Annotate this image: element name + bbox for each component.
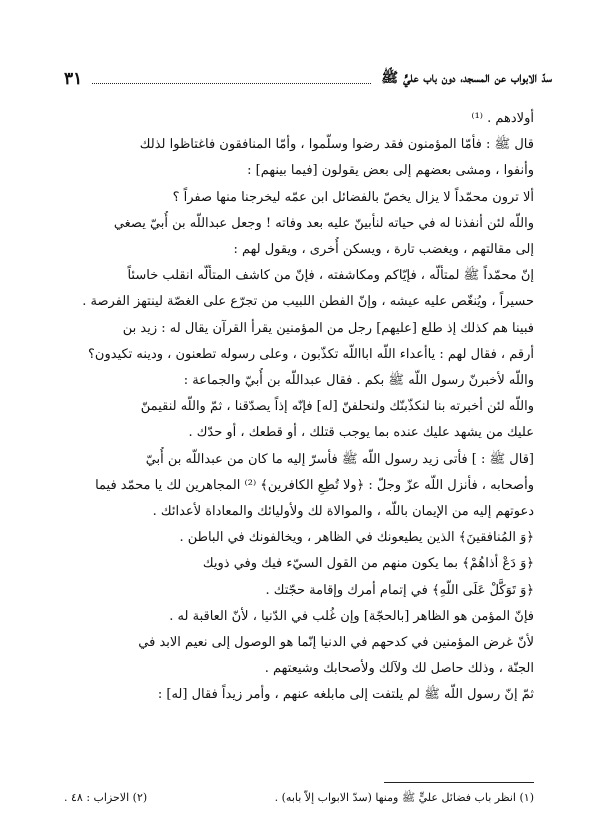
text-line: واللّه لأخبرنّ رسول اللّه ﷺ بكم . فقال عبداللّه بن أُبيّ والجماعة :	[183, 373, 534, 389]
text-line: ﴿وَ تَوَكَّلْ عَلَى اللّهِ﴾ في إتمام أمرك وإقامة حجّتك .	[265, 582, 534, 598]
text-line: ألا ترون محمّداً لا يزال يخصّ بالفضائل ابن عمّه ليخرجنا منها صفراً ؟	[172, 189, 534, 205]
text-line: الجنّة ، وذلك حاصل لك ولآلك ولأصحابك وشيعتهم .	[264, 661, 534, 677]
footnotes	[64, 782, 534, 807]
text-line: ﴿وَ المُنافقينَ﴾ الذين يطيعونك في الظاهر ، ويخالفونك في الباطن .	[179, 530, 534, 546]
page-number: ٣١	[64, 69, 83, 89]
footnote-rule	[384, 782, 534, 783]
footnote-2: (٢) الاحزاب : ٤٨ .	[64, 791, 148, 804]
text-line: واللّه لئن أخبرته بنا لنكذّبنّك ولنحلفنّ [له] فإنّه إذاً يصدّقنا ، ثمّ واللّه لنقيمنّ	[140, 399, 534, 415]
header-dotted-rule	[92, 75, 371, 84]
text-line: حسيراً ، ويُنغّص عليه عيشه ، وإنّ الفطن اللبيب من تجرّع على الغصّة لينتهز الفرصة .	[82, 294, 534, 310]
text-line: وأنفوا ، ومشى بعضهم إلى بعض يقولون [فيما بينهم] :	[247, 163, 534, 179]
text-line: إلى مقالتهم ، ويغضب تارة ، ويسكن أُخرى ، ويقول لهم :	[233, 242, 534, 258]
text-line: أولادهم . ⁽¹⁾	[471, 111, 534, 126]
footnote-1: (١) انظر باب فضائل عليٍّ ﷺ ومنها (سدّ الابواب إلاّ بابه) .	[274, 791, 534, 804]
text-line: لأنّ غرض المؤمنين في كدحهم في الدنيا إنّما هو الوصول إلى نعيم الابد في	[138, 635, 534, 651]
text-line: دعوتهم إليه من الإيمان باللّه ، والموالاة لك ولأوليائك والمعاداة لأعدائك .	[152, 504, 534, 520]
text-line: إنّ محمّداً ﷺ لمتألّه ، فإيّاكم ومكاشفته ، فإنّ من كاشف المتألّه انقلب خاسئاً	[127, 268, 534, 284]
header-title: سدّ الابواب عن المسجد، دون باب عليٍّ ﷺ	[381, 70, 552, 86]
running-header	[64, 66, 552, 92]
text-line: وأصحابه ، فأنزل اللّه عزّ وجلّ : ﴿ولا تُطِعِ الكافرين﴾ ⁽²⁾ المجاهرين لك يا محمّد فيما	[95, 477, 534, 493]
text-line: [قال ﷺ : ] فأتى زيد رسول اللّه ﷺ فأسرّ إليه ما كان من عبداللّه بن أُبيّ	[145, 451, 534, 467]
text-line: عليك من يشهد عليك عنده بما يوجب قتلك ، أو قطعك ، أو حدّك .	[188, 425, 534, 441]
body-text	[64, 106, 534, 709]
text-line: قال ﷺ : فأمّا المؤمنون فقد رضوا وسلّموا ، وأمّا المنافقون فاغتاظوا لذلك	[139, 137, 534, 153]
text-line: فإنّ المؤمن هو الظاهر [بالحجّة] وإن غُلب في الدّنيا ، لأنّ العاقبة له .	[169, 608, 534, 624]
text-line: واللّه لئن أنفذنا له في حياته لنأبينّ عليه بعد وفاته ! وجعل عبداللّه بن أُبيّ يصغي	[113, 215, 534, 231]
text-line: ثمّ إنّ رسول اللّه ﷺ لم يلتفت إلى مابلغه عنهم ، وأمر زيداً فقال [له] :	[157, 687, 534, 703]
text-line: فبينا هم كذلك إذ طلع [عليهم] رجل من المؤمنين يقرأ القرآن يقال له : زيد بن	[122, 320, 534, 336]
text-line: أرقم ، فقال لهم : ياأعداء اللّه ابااللّه تكذّبون ، وعلى رسوله تطعنون ، ودينه تكيدون؟	[88, 346, 534, 362]
text-line: ﴿وَ دَعْ أذاهُمْ﴾ بما يكون منهم من القول السيّء فيك وفي ذويك	[202, 556, 534, 572]
